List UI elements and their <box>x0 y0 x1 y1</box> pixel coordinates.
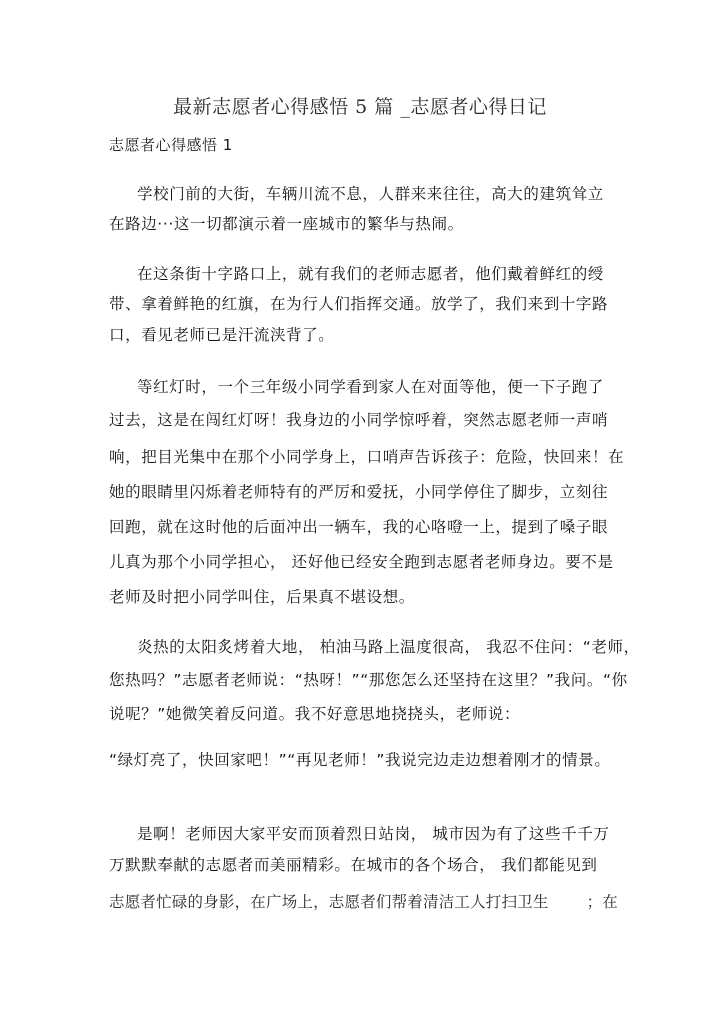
paragraph-3-line-7: 老师及时把小同学叫住，后果真不堪设想。 <box>109 588 415 606</box>
paragraph-5-line-3-tail: ；在 <box>586 893 619 911</box>
paragraph-5-line-2: 万默默奉献的志愿者而美丽精彩。在城市的各个场合， 我们都能见到 <box>109 856 598 874</box>
paragraph-2-line-1: 在这条街十字路口上，就有我们的老师志愿者，他们戴着鲜红的绶 <box>137 265 604 283</box>
paragraph-5-line-1: 是啊！老师因大家平安而顶着烈日站岗， 城市因为有了这些千千万 <box>137 825 610 843</box>
paragraph-1-line-2: 在路边···这一切都演示着一座城市的繁华与热闹。 <box>109 215 464 233</box>
paragraph-3-line-6: 儿真为那个小同学担心， 还好他已经安全跑到志愿者老师身边。要不是 <box>109 553 614 571</box>
paragraph-4-line-1: 炎热的太阳炙烤着大地， 柏油马路上温度很高， 我忍不住问：“老师， <box>137 638 640 656</box>
paragraph-5-line-3-text: 志愿者忙碌的身影，在广场上，志愿者们帮着清洁工人打扫卫生 <box>109 893 549 911</box>
paragraph-2-line-3: 口，看见老师已是汗流浃背了。 <box>109 326 335 344</box>
paragraph-3-line-1: 等红灯时，一个三年级小同学看到家人在对面等他，便一下子跑了 <box>137 378 604 396</box>
paragraph-3-line-3: 响，把目光集中在那个小同学身上，口哨声告诉孩子：危险，快回来！在 <box>109 448 625 466</box>
paragraph-5-line-3 <box>109 890 618 912</box>
section-title: 志愿者心得感悟 1 <box>109 136 233 154</box>
paragraph-3-line-4: 她的眼睛里闪烁着老师特有的严厉和爱抚，小同学停住了脚步，立刻往 <box>109 483 609 501</box>
document-title: 最新志愿者心得感悟 5 篇 _志愿者心得日记 <box>173 96 547 118</box>
paragraph-3-line-5: 回跑，就在这时他的后面冲出一辆车，我的心咯噔一上，提到了嗓子眼 <box>109 518 609 536</box>
paragraph-3-line-2: 过去，这是在闯红灯呀！我身边的小同学惊呼着，突然志愿老师一声哨 <box>109 411 609 429</box>
paragraph-4-line-3: 说呢？”她微笑着反问道。我不好意思地挠挠头，老师说： <box>109 705 521 723</box>
paragraph-1-line-1: 学校门前的大街，车辆川流不息，人群来来往往，高大的建筑耸立 <box>137 185 604 203</box>
paragraph-2-line-2: 带、拿着鲜艳的红旗，在为行人们指挥交通。放学了，我们来到十字路 <box>109 295 609 313</box>
paragraph-4-line-2: 您热吗？”志愿者老师说：“热呀！”“那您怎么还坚持在这里？”我问。“你 <box>109 671 628 689</box>
paragraph-4-line-4: “绿灯亮了，快回家吧！”“再见老师！”我说完边走边想着刚才的情景。 <box>109 751 611 769</box>
